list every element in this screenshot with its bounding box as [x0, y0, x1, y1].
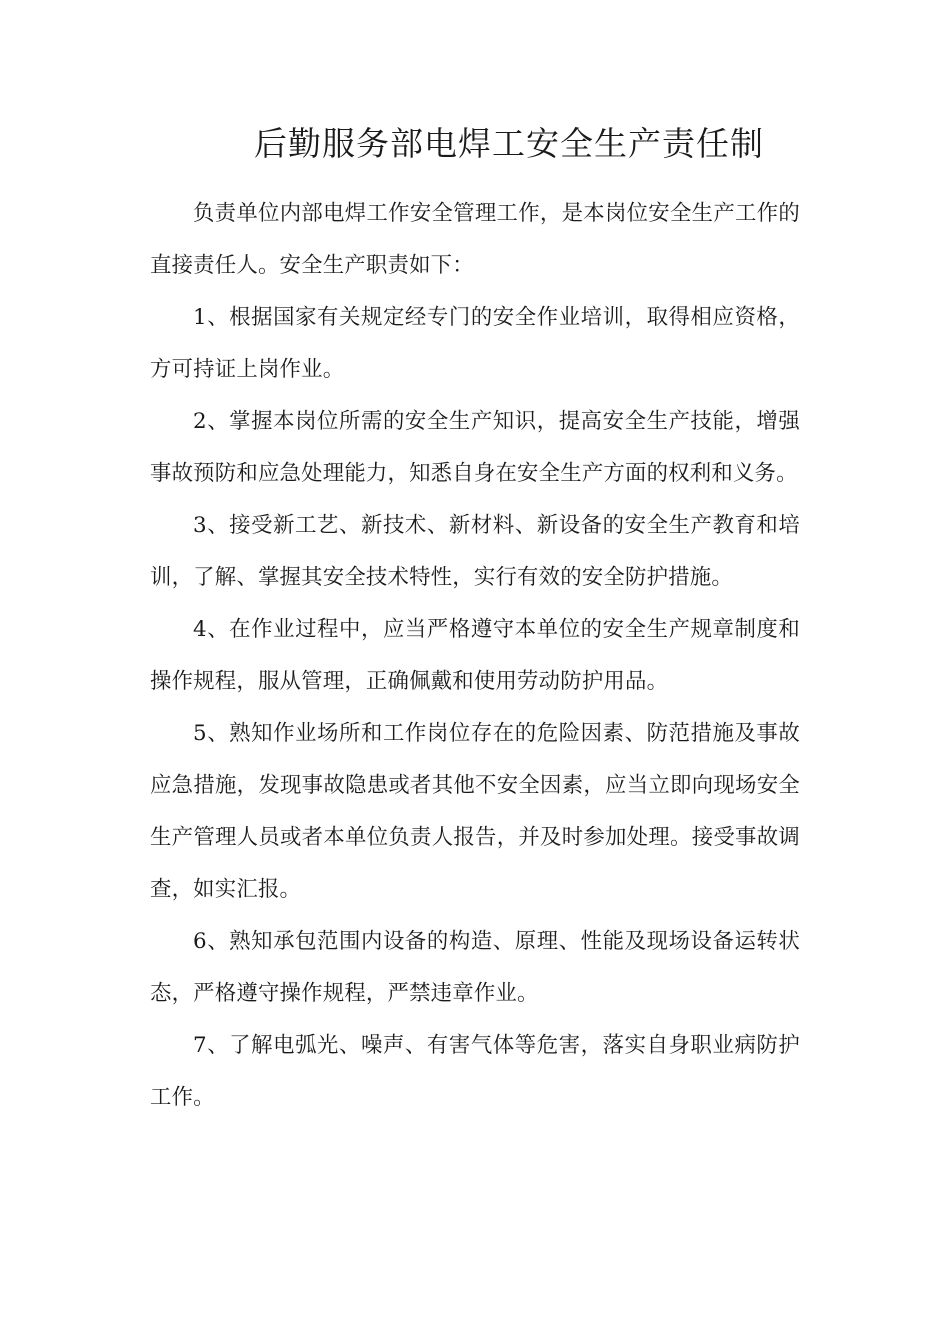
document-body [150, 188, 800, 1124]
duty-item-6: 6、熟知承包范围内设备的构造、原理、性能及现场设备运转状态，严格遵守操作规程，严禁违章作业。 [150, 929, 800, 1006]
duty-item-7: 7、了解电弧光、噪声、有害气体等危害，落实自身职业病防护工作。 [150, 1033, 800, 1110]
duty-item-5: 5、熟知作业场所和工作岗位存在的危险因素、防范措施及事故应急措施，发现事故隐患或者其他不安全因素，应当立即向现场安全生产管理人员或者本单位负责人报告，并及时参加处理。接受事故调查，如实汇报。 [150, 721, 800, 902]
intro-paragraph: 负责单位内部电焊工作安全管理工作，是本岗位安全生产工作的直接责任人。安全生产职责如下： [150, 201, 800, 278]
duty-item-1: 1、根据国家有关规定经专门的安全作业培训，取得相应资格，方可持证上岗作业。 [150, 305, 800, 382]
document-title: 后勤服务部电焊工安全生产责任制 [254, 124, 764, 163]
duty-item-2: 2、掌握本岗位所需的安全生产知识，提高安全生产技能，增强事故预防和应急处理能力，知悉自身在安全生产方面的权利和义务。 [150, 409, 800, 486]
duty-item-3: 3、接受新工艺、新技术、新材料、新设备的安全生产教育和培训，了解、掌握其安全技术特性，实行有效的安全防护措施。 [150, 513, 800, 590]
duty-item-4: 4、在作业过程中，应当严格遵守本单位的安全生产规章制度和操作规程，服从管理，正确佩戴和使用劳动防护用品。 [150, 617, 800, 694]
